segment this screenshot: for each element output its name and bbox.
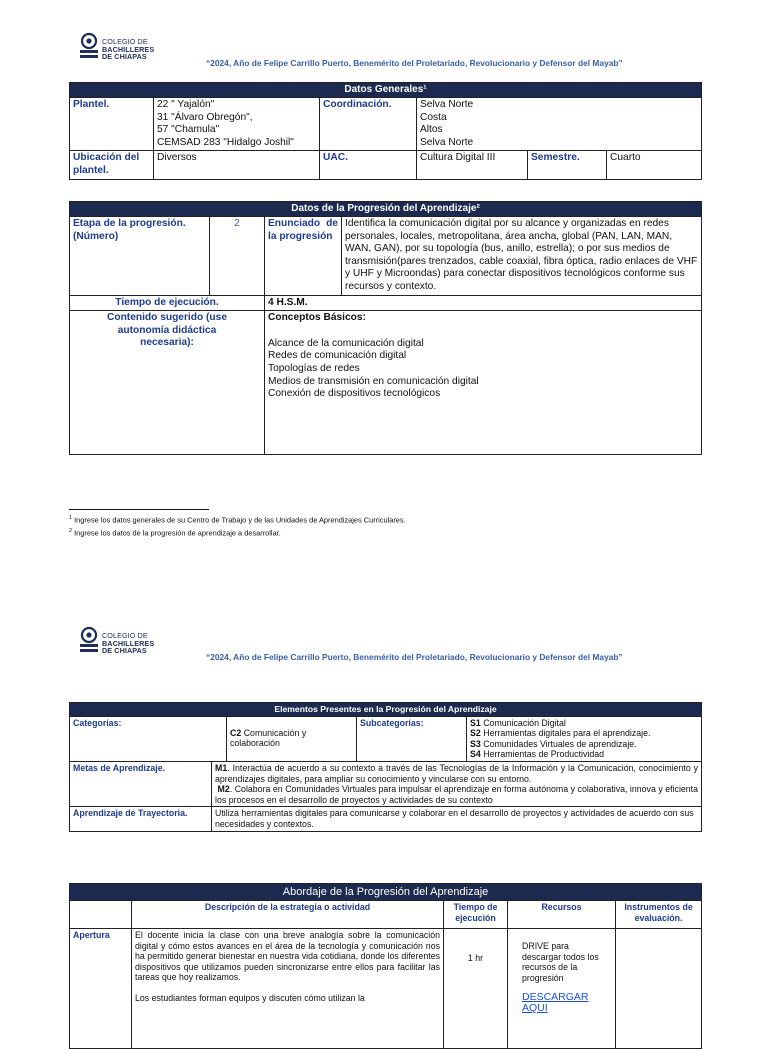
motto: “2024, Año de Felipe Carrillo Puerto, Benemérito del Proletariado, Revolucionario y Defensor del Mayab” (206, 58, 623, 68)
apertura-instrumentos (616, 929, 702, 1049)
semestre-label: Semestre. (528, 151, 607, 179)
logo-line-2: BACHILLERES (102, 44, 155, 54)
col-recursos: Recursos (508, 901, 616, 929)
motto: “2024, Año de Felipe Carrillo Puerto, Benemérito del Proletariado, Revolucionario y Defensor del Mayab” (206, 652, 623, 662)
list-item: S1 Comunicación Digital (470, 717, 566, 728)
apertura-tiempo: 1 hr (444, 929, 508, 1049)
concepto-item: Topologías de redes (268, 362, 360, 374)
logo-line-1: COLEGIO DE (102, 37, 148, 46)
general-data-table (69, 82, 702, 180)
apertura-label: Apertura (70, 929, 132, 1049)
etapa-value: 2 (210, 217, 265, 296)
elements-table (69, 702, 702, 832)
uac-value: Cultura Digital III (417, 151, 528, 179)
semestre-value: Cuarto (607, 151, 702, 179)
page-header (0, 32, 768, 76)
footnote-2: $^2$ Ingrese los datos de la progresión de aprendizaje a desarrollar. (69, 528, 281, 538)
plantel-values: 22 " Yajalón" 31 "Álvaro Obregón", 57 "Chamula" CEMSAD 283 "Hidalgo Joshil" (154, 98, 320, 151)
logo-text (102, 632, 154, 655)
metas-values (212, 761, 702, 806)
plantel-label: Plantel. (70, 98, 154, 151)
enunciado-value: Identifica la comunicación digital por su alcance y organizadas en redes personales, locales, metropolitana, área ancha, global (PAN, LAN, MAN, WAN, GAN), por su topología (bus, anillo, estrella); o por sus medios de transmisión(pares trenzados, cable coaxial, fibra óptica, radio enlaces de VHF y UHF y Microondas) para conectar dispositivos tecnológicos conforme sus recursos y contexto. (342, 217, 702, 296)
footnote-divider (69, 509, 209, 510)
logo-line-3: DE CHIAPAS (102, 646, 147, 656)
progression-table (69, 201, 702, 455)
metas-label: Metas de Aprendizaje. (70, 761, 212, 806)
coordinacion-label: Coordinación. (320, 98, 417, 151)
download-link[interactable]: DESCARGAR AQUI (522, 991, 589, 1014)
page-header (0, 626, 768, 670)
col-instrumentos: Instrumentos de evaluación. (616, 901, 702, 929)
etapa-label: Etapa de la progresión. (Número) (70, 217, 210, 296)
list-item: S4 Herramientas de Productividad (470, 749, 604, 760)
ubicacion-value: Diversos (154, 151, 320, 179)
cobach-logo (78, 32, 158, 64)
apertura-description: El docente inicia la clase con una breve analogía sobre la comunicación digital y cómo estos avances en el área de la tecnología y comunicación nos ha permitido generar bienestar en nuestra vida cotidiana, donde los diferentes dispositivos que utilizamos pueden sincronizarse entre ellos para facilitar las tareas que hoy realizamos. Los estudiantes forman equipos y discuten cómo utilizan la (132, 929, 444, 1049)
uac-label: UAC. (320, 151, 417, 179)
approach-corner (70, 901, 132, 929)
trayectoria-value: Utiliza herramientas digitales para comunicarse y colaborar en el desarrollo de proyectos y actividades de acuerdo con sus necesidades y contextos. (212, 807, 702, 831)
coordinacion-values: Selva Norte Costa Altos Selva Norte (417, 98, 702, 151)
contenido-label: Contenido sugerido (use autonomía didáctica necesaria): (70, 311, 265, 455)
meta-m2: M2. Colabora en Comunidades Virtuales para impulsar el aprendizaje en forma autónoma y colaborativa, innova y eficienta los procesos en el desarrollo de proyectos y actividades de su contexto (215, 784, 699, 805)
progression-header: Datos de la Progresión del Aprendizaje² (70, 202, 702, 217)
concepto-item: Medios de transmisión en comunicación digital (268, 375, 479, 387)
list-item: S2 Herramientas digitales para el aprendizaje. (470, 728, 651, 739)
elements-header: Elementos Presentes en la Progresión del Aprendizaje (70, 703, 702, 717)
cobach-logo-icon (78, 32, 100, 62)
categorias-label: Categorías: (70, 716, 227, 761)
list-item: S3 Comunidades Virtuales de aprendizaje. (470, 738, 637, 749)
general-header: Datos Generales¹ (70, 83, 702, 98)
tiempo-label: Tiempo de ejecución. (70, 295, 265, 311)
meta-m1: M1. Interactúa de acuerdo a su contexto a través de las Tecnologías de la Información y la Comunicación, conocimiento y aprendizajes digitales, para ampliar su conocimiento y vincularse con su entorno. (215, 762, 699, 784)
ubicacion-label: Ubicación del plantel. (70, 151, 154, 179)
logo-line-2: BACHILLERES (102, 638, 155, 648)
conceptos-label: Conceptos Básicos: (268, 312, 366, 324)
logo-line-3: DE CHIAPAS (102, 52, 147, 62)
cobach-logo (78, 626, 158, 658)
logo-text (102, 38, 154, 61)
approach-table (69, 883, 702, 1049)
subcategorias-label: Subcategorías: (357, 716, 467, 761)
concepto-item: Alcance de la comunicación digital (268, 337, 424, 349)
concepto-item: Redes de comunicación digital (268, 350, 407, 362)
conceptos-cell (265, 311, 702, 455)
col-tiempo: Tiempo de ejecución (444, 901, 508, 929)
approach-header: Abordaje de la Progresión del Aprendizaje (70, 884, 702, 901)
footnote-1: $^1$ Ingrese los datos generales de su Centro de Trabajo y de las Unidades de Aprendizajes Curriculares. (69, 515, 406, 525)
subcategorias-list (467, 716, 702, 761)
concepto-item: Conexión de dispositivos tecnológicos (268, 388, 441, 400)
tiempo-value: 4 H.S.M. (265, 295, 702, 311)
categoria-value: C2 Comunicación y colaboración (227, 716, 357, 761)
trayectoria-label: Aprendizaje de Trayectoria. (70, 807, 212, 831)
cobach-logo-icon (78, 626, 100, 656)
apertura-recursos: DRIVE para descargar todos los recursos de la progresión DESCARGAR AQUI (508, 929, 616, 1049)
logo-line-1: COLEGIO DE (102, 631, 148, 640)
enunciado-label: Enunciado de la progresión (265, 217, 342, 296)
col-descripcion: Descripción de la estrategia o actividad (132, 901, 444, 929)
